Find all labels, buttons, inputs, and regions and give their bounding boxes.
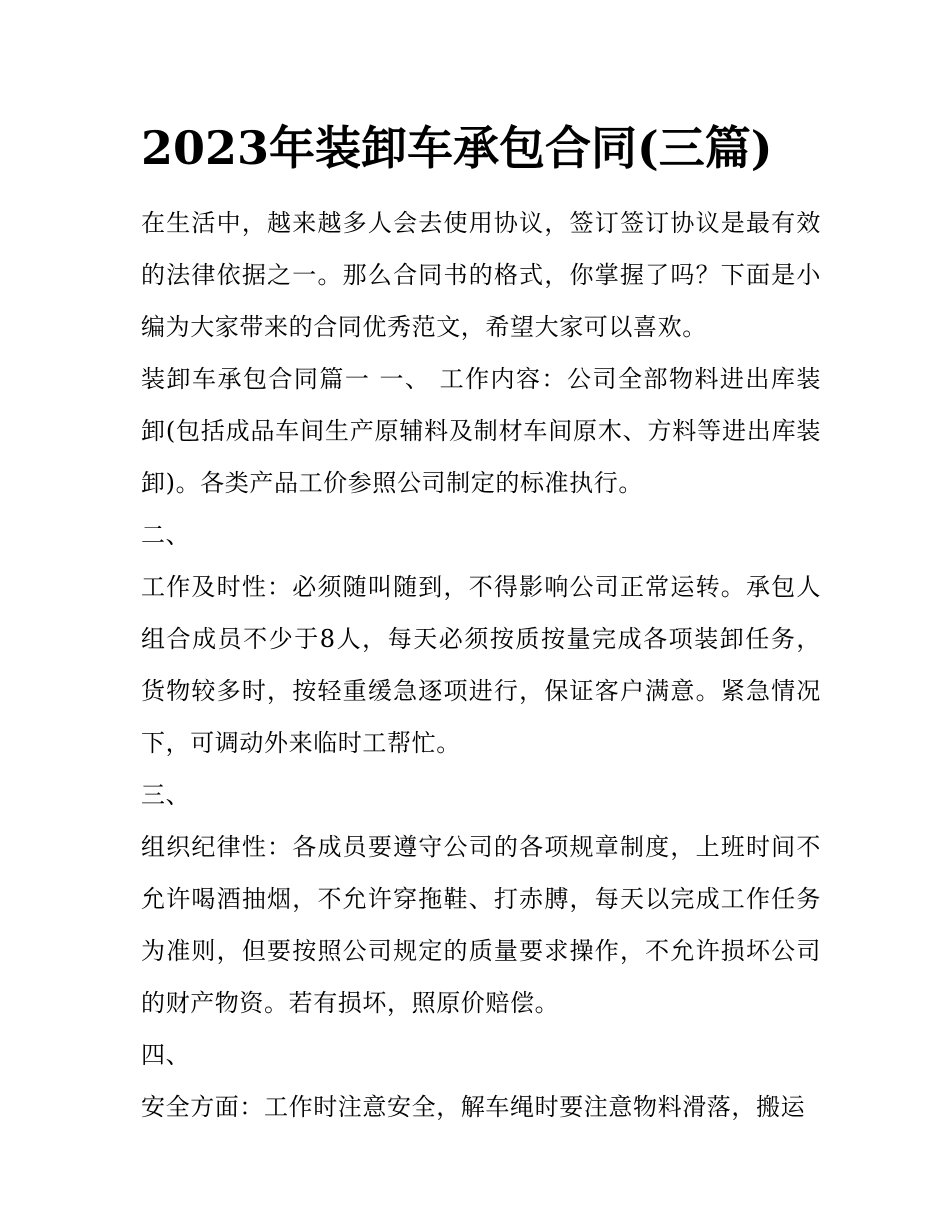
section-two-paragraph: 工作及时性：必须随叫随到，不得影响公司正常运转。承包人组合成员不少于8人，每天必须按质按量完成各项装卸任务，货物较多时，按轻重缓急逐项进行，保证客户满意。紧急情况下，可调动外来临时工帮忙。	[141, 573, 821, 757]
section-two-heading: 二、	[141, 521, 191, 549]
intro-paragraph: 在生活中，越来越多人会去使用协议，签订签订协议是最有效的法律依据之一。那么合同书的格式，你掌握了吗？下面是小编为大家带来的合同优秀范文，希望大家可以喜欢。	[141, 209, 821, 341]
document-title: 2023年装卸车承包合同(三篇)	[141, 121, 773, 175]
document-body	[141, 197, 821, 1133]
section-four-paragraph: 安全方面：工作时注意安全，解车绳时要注意物料滑落，搬运	[141, 1093, 806, 1121]
section-three-heading: 三、	[141, 781, 191, 809]
section-four-heading: 四、	[141, 1041, 191, 1069]
document-page	[141, 116, 821, 1133]
section-three-paragraph: 组织纪律性：各成员要遵守公司的各项规章制度，上班时间不允许喝酒抽烟，不允许穿拖鞋、打赤膊，每天以完成工作任务为准则，但要按照公司规定的质量要求操作，不允许损坏公司的财产物资。若有损坏，照原价赔偿。	[141, 833, 821, 1017]
section-one-paragraph: 装卸车承包合同篇一 一、 工作内容：公司全部物料进出库装卸(包括成品车间生产原辅料及制材车间原木、方料等进出库装卸)。各类产品工价参照公司制定的标准执行。	[141, 365, 821, 497]
